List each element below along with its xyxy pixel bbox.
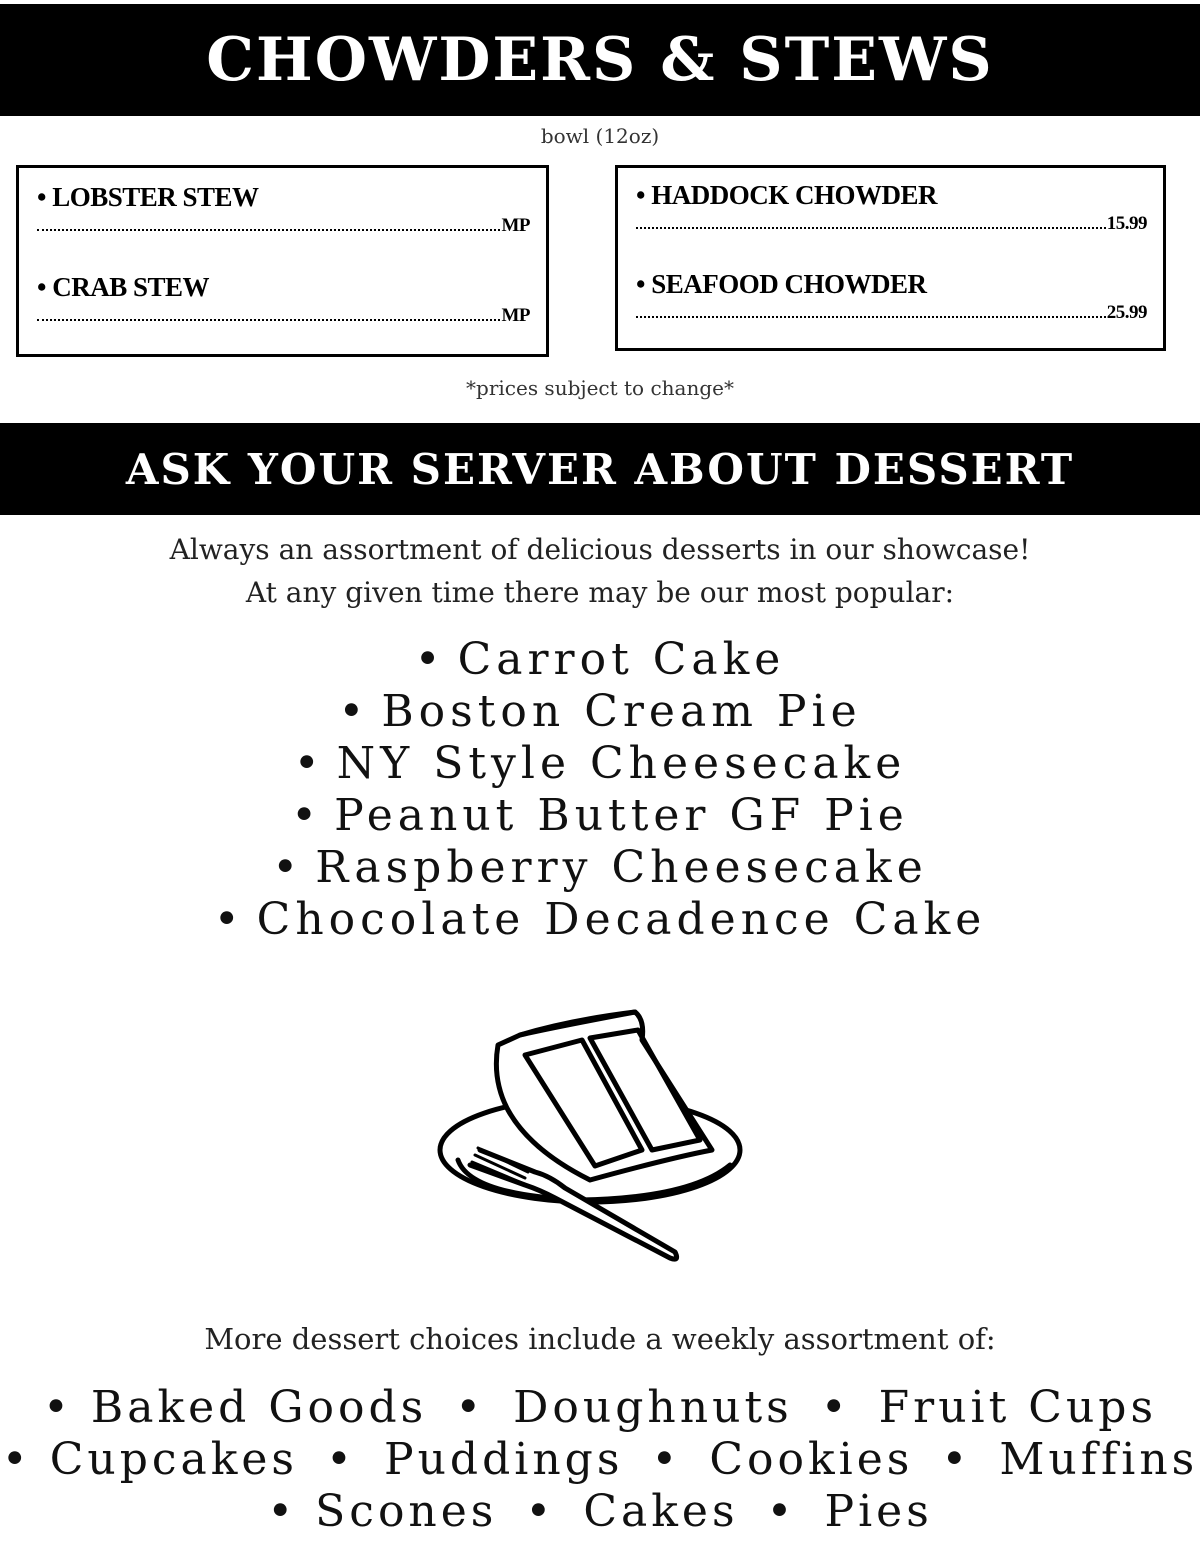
bullet: • xyxy=(414,634,446,685)
item-name: • HADDOCK CHOWDER xyxy=(636,180,937,210)
dessert-name: Peanut Butter GF Pie xyxy=(334,790,909,841)
bullet: • xyxy=(267,1486,298,1537)
menu-item xyxy=(636,180,1147,250)
bullet: • xyxy=(338,686,370,737)
weekly-item: Cakes xyxy=(583,1486,739,1537)
dessert-name: Carrot Cake xyxy=(457,634,786,685)
item-price: 15.99 xyxy=(1106,213,1147,234)
weekly-item: Puddings xyxy=(383,1434,624,1485)
item-name: • SEAFOOD CHOWDER xyxy=(636,269,927,299)
weekly-item: Doughnuts xyxy=(513,1382,793,1433)
bullet: • xyxy=(941,1434,972,1485)
dessert-name: Raspberry Cheesecake xyxy=(315,842,928,893)
item-price: 25.99 xyxy=(1106,302,1147,323)
weekly-item: Cookies xyxy=(709,1434,914,1485)
list-item xyxy=(0,894,1200,946)
list-item xyxy=(0,790,1200,842)
bullet: • xyxy=(272,842,304,893)
weekly-item: Muffins xyxy=(999,1434,1199,1485)
chowders-title: CHOWDERS & STEWS xyxy=(206,25,994,95)
menu-item xyxy=(37,272,530,342)
chowder-box xyxy=(615,165,1166,351)
size-note: bowl (12oz) xyxy=(540,124,660,148)
dessert-banner xyxy=(0,423,1200,515)
dotted-leader xyxy=(636,306,1106,318)
weekly-item: Scones xyxy=(315,1486,498,1537)
bullet: • xyxy=(1,1434,32,1485)
weekly-item: Fruit Cups xyxy=(878,1382,1158,1433)
dotted-leader xyxy=(37,309,500,321)
dessert-intro-line2: At any given time there may be our most popular: xyxy=(245,576,955,609)
bullet: • xyxy=(455,1382,486,1433)
dotted-leader xyxy=(37,219,500,231)
list-item xyxy=(0,738,1200,790)
bullet: • xyxy=(820,1382,851,1433)
bullet: • xyxy=(651,1434,682,1485)
bullet: • xyxy=(291,790,323,841)
dessert-intro-line1: Always an assortment of delicious desserts in our showcase! xyxy=(169,533,1031,566)
stew-box xyxy=(16,165,549,357)
weekly-row-2 xyxy=(0,1434,1200,1486)
list-item xyxy=(0,686,1200,738)
bullet: • xyxy=(766,1486,797,1537)
bullet: • xyxy=(213,894,245,945)
weekly-item: Cupcakes xyxy=(49,1434,299,1485)
weekly-row-3 xyxy=(0,1486,1200,1538)
item-name: • CRAB STEW xyxy=(37,272,209,302)
more-desserts-intro: More dessert choices include a weekly assortment of: xyxy=(204,1322,996,1356)
dessert-name: Chocolate Decadence Cake xyxy=(256,894,987,945)
dessert-name: NY Style Cheesecake xyxy=(336,738,907,789)
dessert-name: Boston Cream Pie xyxy=(381,686,862,737)
weekly-item: Pies xyxy=(824,1486,933,1537)
weekly-item: Baked Goods xyxy=(90,1382,428,1433)
bullet: • xyxy=(293,738,325,789)
dotted-leader xyxy=(636,217,1106,229)
chowders-banner xyxy=(0,4,1200,116)
menu-item xyxy=(37,182,530,252)
dessert-title: ASK YOUR SERVER ABOUT DESSERT xyxy=(125,444,1075,494)
list-item xyxy=(0,634,1200,686)
item-name: • LOBSTER STEW xyxy=(37,182,259,212)
menu-item xyxy=(636,269,1147,339)
popular-desserts-list xyxy=(0,634,1200,946)
list-item xyxy=(0,842,1200,894)
cake-slice-icon xyxy=(430,1000,770,1270)
item-price: MP xyxy=(501,215,530,236)
weekly-row-1 xyxy=(0,1382,1200,1434)
price-disclaimer: *prices subject to change* xyxy=(466,376,734,400)
item-price: MP xyxy=(501,305,530,326)
bullet: • xyxy=(42,1382,73,1433)
bullet: • xyxy=(326,1434,356,1485)
bullet: • xyxy=(525,1486,556,1537)
